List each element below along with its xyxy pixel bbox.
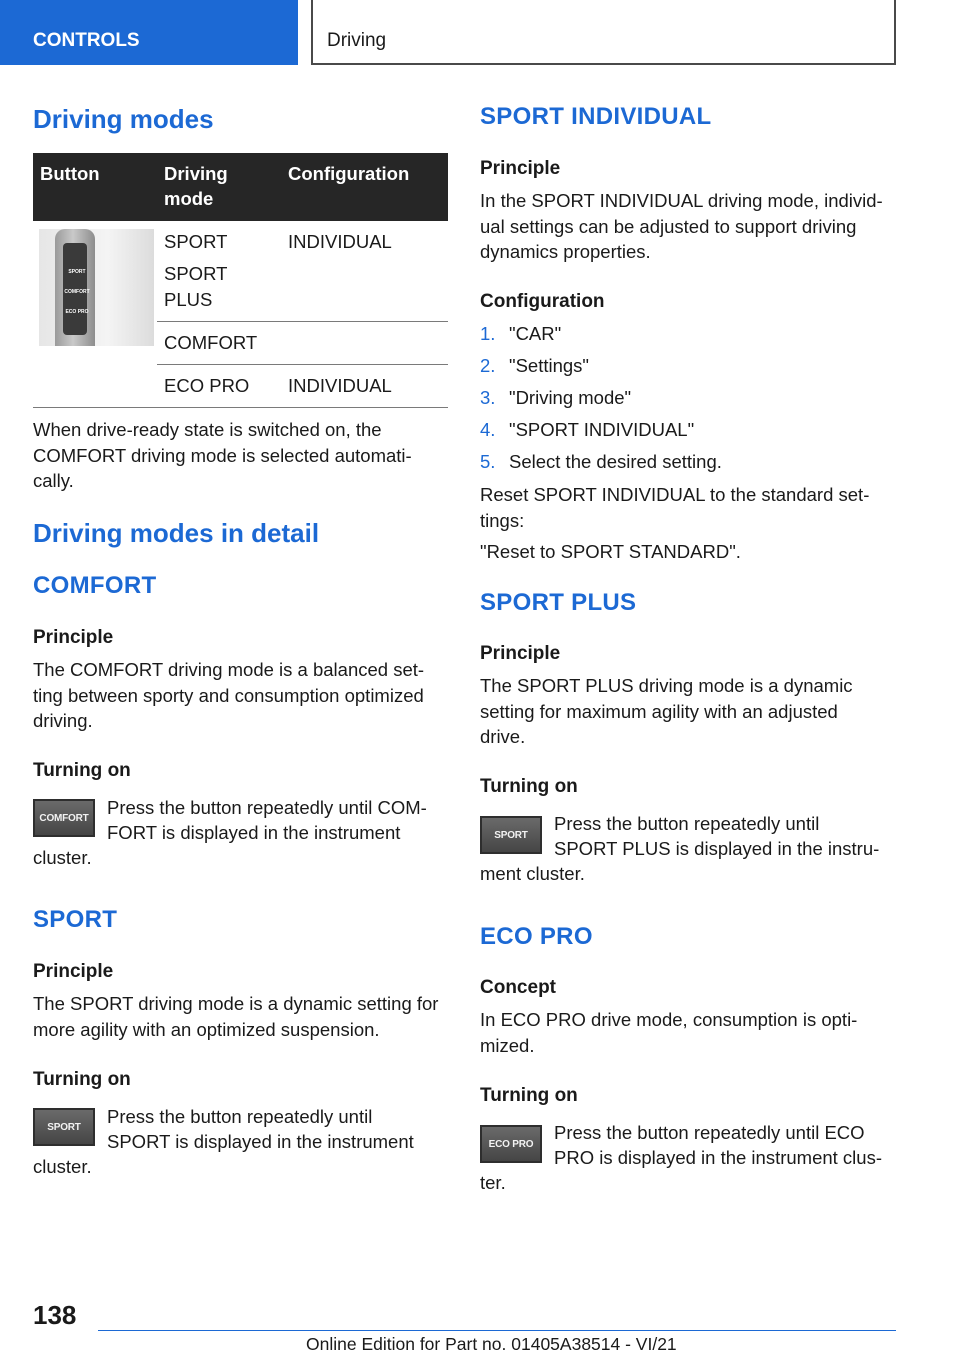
console-image-cell bbox=[33, 221, 157, 408]
sport-plus-turning-label: Turning on bbox=[480, 776, 578, 797]
config-steps-list bbox=[480, 321, 722, 481]
comfort-turning-text-1: Press the button repeatedly until COM- bbox=[107, 797, 427, 818]
sport-turning-text-2: SPORT is displayed in the instrument bbox=[107, 1131, 414, 1152]
chapter-title: Driving bbox=[327, 30, 387, 51]
eco-pro-concept-label: Concept bbox=[480, 977, 556, 998]
step-number: 5. bbox=[480, 451, 496, 472]
footer-divider bbox=[98, 1330, 896, 1331]
mode-cell bbox=[157, 221, 281, 322]
step-text: "SPORT INDIVIDUAL" bbox=[509, 419, 695, 440]
list-item bbox=[480, 417, 722, 449]
list-item bbox=[480, 321, 722, 353]
eco-pro-concept-text: In ECO PRO drive mode, consumption is opti-mized. bbox=[480, 1009, 858, 1056]
console-label-sport: SPORT bbox=[68, 269, 86, 275]
step-number: 4. bbox=[480, 419, 496, 440]
comfort-button-icon: COMFORT bbox=[33, 799, 95, 837]
section-title: CONTROLS bbox=[33, 30, 140, 51]
eco-pro-heading: ECO PRO bbox=[480, 923, 593, 950]
sport-plus-principle-text: The SPORT PLUS driving mode is a dynamic setting for maximum agility with an adjusted drive. bbox=[480, 675, 853, 747]
individual-config-label: Configuration bbox=[480, 291, 605, 312]
page-number: 138 bbox=[33, 1300, 77, 1330]
comfort-principle-text: The COMFORT driving mode is a balanced set-ting between sporty and consumption optimized driving. bbox=[33, 659, 425, 731]
sport-heading: SPORT bbox=[33, 906, 118, 933]
config-cell: INDIVIDUAL bbox=[281, 365, 448, 408]
config-cell bbox=[281, 322, 448, 365]
section-tab bbox=[0, 0, 298, 65]
reset-value: "Reset to SPORT STANDARD". bbox=[480, 541, 741, 562]
intro-text: When drive-ready state is switched on, the COMFORT driving mode is selected automati-cally. bbox=[33, 419, 412, 491]
sport-principle-label: Principle bbox=[33, 961, 114, 982]
sport-plus-turning-text-1: Press the button repeatedly until bbox=[554, 813, 820, 834]
console-label-comfort: COMFORT bbox=[64, 289, 90, 295]
sport-button-icon: SPORT bbox=[33, 1108, 95, 1146]
list-item bbox=[480, 353, 722, 385]
sport-turning-text-3: cluster. bbox=[33, 1156, 92, 1177]
eco-pro-turning-text-1: Press the button repeatedly until ECO bbox=[554, 1122, 865, 1143]
individual-principle-label: Principle bbox=[480, 158, 561, 179]
sport-individual-heading: SPORT INDIVIDUAL bbox=[480, 103, 712, 130]
config-cell: INDIVIDUAL bbox=[281, 221, 448, 322]
chapter-tab bbox=[311, 0, 896, 65]
comfort-turning-label: Turning on bbox=[33, 760, 131, 781]
step-number: 2. bbox=[480, 355, 496, 376]
edition-note: Online Edition for Part no. 01405A38514 - VI/21 bbox=[306, 1334, 677, 1354]
console-label-eco-pro: ECO PRO bbox=[65, 309, 89, 315]
step-text: "CAR" bbox=[509, 323, 562, 344]
sport-plus-turning-text-2: SPORT PLUS is displayed in the instru- bbox=[554, 838, 880, 859]
sport-turning-label: Turning on bbox=[33, 1069, 131, 1090]
table-header-button: Button bbox=[33, 153, 157, 221]
comfort-principle-label: Principle bbox=[33, 627, 114, 648]
sport-plus-heading: SPORT PLUS bbox=[480, 589, 637, 616]
detail-title: Driving modes in detail bbox=[33, 518, 320, 548]
step-text: Select the desired setting. bbox=[509, 451, 722, 472]
sport-plus-principle-label: Principle bbox=[480, 643, 561, 664]
mode-sport: SPORT bbox=[164, 231, 228, 252]
step-text: "Driving mode" bbox=[509, 387, 632, 408]
page-title: Driving modes bbox=[33, 104, 214, 134]
sport-principle-text: The SPORT driving mode is a dynamic setting for more agility with an optimized suspension. bbox=[33, 993, 439, 1040]
mode-sport-plus: SPORT PLUS bbox=[164, 263, 228, 310]
eco-pro-turning-label: Turning on bbox=[480, 1085, 578, 1106]
eco-pro-button-icon: ECO PRO bbox=[480, 1125, 542, 1163]
table-row bbox=[33, 221, 448, 322]
eco-pro-turning-text-2: PRO is displayed in the instrument clus- bbox=[554, 1147, 882, 1168]
sport-plus-turning-text-3: ment cluster. bbox=[480, 863, 585, 884]
table-header-config: Configuration bbox=[281, 153, 448, 221]
comfort-turning-text-3: cluster. bbox=[33, 847, 92, 868]
mode-buttons-console-image bbox=[39, 229, 154, 346]
driving-modes-table bbox=[33, 153, 448, 408]
list-item bbox=[480, 385, 722, 417]
comfort-turning-text-2: FORT is displayed in the instrument bbox=[107, 822, 401, 843]
mode-eco-pro: ECO PRO bbox=[157, 365, 281, 408]
sport-plus-button-icon: SPORT bbox=[480, 816, 542, 854]
step-number: 1. bbox=[480, 323, 496, 344]
table-header-mode: Driving mode bbox=[157, 153, 281, 221]
comfort-heading: COMFORT bbox=[33, 572, 157, 599]
table-header-row bbox=[33, 153, 448, 221]
reset-text: Reset SPORT INDIVIDUAL to the standard set-tings: bbox=[480, 484, 870, 531]
mode-comfort: COMFORT bbox=[157, 322, 281, 365]
sport-turning-text-1: Press the button repeatedly until bbox=[107, 1106, 373, 1127]
individual-principle-text: In the SPORT INDIVIDUAL driving mode, individ-ual settings can be adjusted to support driving dynamics properties. bbox=[480, 190, 883, 262]
list-item bbox=[480, 449, 722, 481]
step-number: 3. bbox=[480, 387, 496, 408]
step-text: "Settings" bbox=[509, 355, 589, 376]
eco-pro-turning-text-3: ter. bbox=[480, 1172, 506, 1193]
